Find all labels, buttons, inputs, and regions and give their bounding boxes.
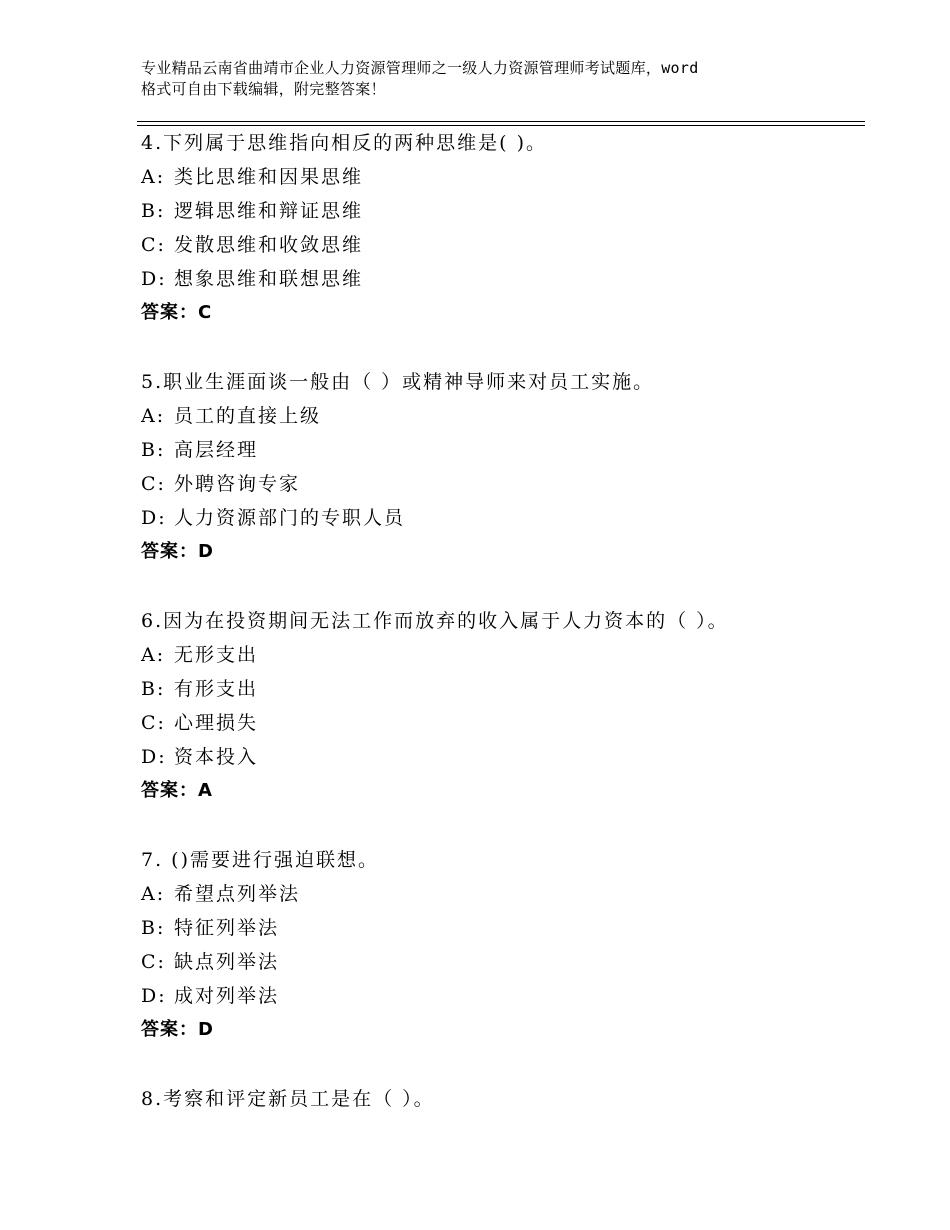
option-d	[141, 979, 861, 1013]
option-c	[141, 467, 861, 501]
question-8	[141, 1082, 861, 1116]
option-c	[141, 945, 861, 979]
header-divider-thick	[137, 121, 865, 122]
answer: 答案：D	[141, 541, 214, 562]
option-text: 发散思维和收敛思维	[174, 234, 364, 256]
option-key: C:	[141, 951, 166, 973]
option-b	[141, 194, 861, 228]
option-text: 人力资源部门的专职人员	[174, 507, 406, 529]
option-text: 希望点列举法	[174, 883, 301, 905]
answer: 答案：C	[141, 302, 213, 323]
option-key: C:	[141, 712, 166, 734]
option-a	[141, 638, 861, 672]
option-key: C:	[141, 234, 166, 256]
option-text: 缺点列举法	[174, 951, 280, 973]
question-7	[141, 843, 861, 1047]
option-key: A:	[141, 166, 166, 188]
option-text: 员工的直接上级	[174, 405, 322, 427]
option-text: 想象思维和联想思维	[174, 268, 364, 290]
option-text: 逻辑思维和辩证思维	[174, 200, 364, 222]
option-a	[141, 399, 861, 433]
option-key: D:	[141, 985, 167, 1007]
option-text: 心理损失	[174, 712, 259, 734]
question-stem: 4.下列属于思维指向相反的两种思维是( )。	[141, 132, 547, 154]
option-key: A:	[141, 644, 166, 666]
question-stem: 7. ()需要进行强迫联想。	[141, 849, 379, 871]
option-key: B:	[141, 917, 166, 939]
option-text: 外聘咨询专家	[174, 473, 301, 495]
option-b	[141, 672, 861, 706]
option-d	[141, 262, 861, 296]
option-text: 成对列举法	[174, 985, 280, 1007]
option-text: 有形支出	[174, 678, 259, 700]
option-d	[141, 740, 861, 774]
option-key: B:	[141, 678, 166, 700]
header-line-2: 格式可自由下载编辑，附完整答案！	[141, 80, 386, 98]
option-c	[141, 228, 861, 262]
option-text: 类比思维和因果思维	[174, 166, 364, 188]
option-key: B:	[141, 439, 166, 461]
option-key: D:	[141, 746, 167, 768]
question-list	[141, 126, 861, 1151]
option-text: 特征列举法	[174, 917, 280, 939]
option-d	[141, 501, 861, 535]
question-4	[141, 126, 861, 330]
option-b	[141, 433, 861, 467]
header-line-1: 专业精品云南省曲靖市企业人力资源管理师之一级人力资源管理师考试题库，word	[141, 59, 699, 77]
option-key: D:	[141, 268, 167, 290]
document-header	[141, 58, 821, 100]
answer: 答案：A	[141, 780, 213, 801]
question-stem: 8.考察和评定新员工是在（ ）。	[141, 1088, 435, 1110]
option-text: 资本投入	[174, 746, 259, 768]
question-5	[141, 365, 861, 569]
option-text: 高层经理	[174, 439, 259, 461]
option-a	[141, 877, 861, 911]
option-text: 无形支出	[174, 644, 259, 666]
option-key: A:	[141, 405, 166, 427]
option-key: A:	[141, 883, 166, 905]
question-6	[141, 604, 861, 808]
option-b	[141, 911, 861, 945]
question-stem: 6.因为在投资期间无法工作而放弃的收入属于人力资本的（ ）。	[141, 610, 729, 632]
option-c	[141, 706, 861, 740]
option-key: C:	[141, 473, 166, 495]
option-a	[141, 160, 861, 194]
option-key: D:	[141, 507, 167, 529]
option-key: B:	[141, 200, 166, 222]
question-stem: 5.职业生涯面谈一般由（ ）或精神导师来对员工实施。	[141, 371, 655, 393]
answer: 答案：D	[141, 1019, 214, 1040]
